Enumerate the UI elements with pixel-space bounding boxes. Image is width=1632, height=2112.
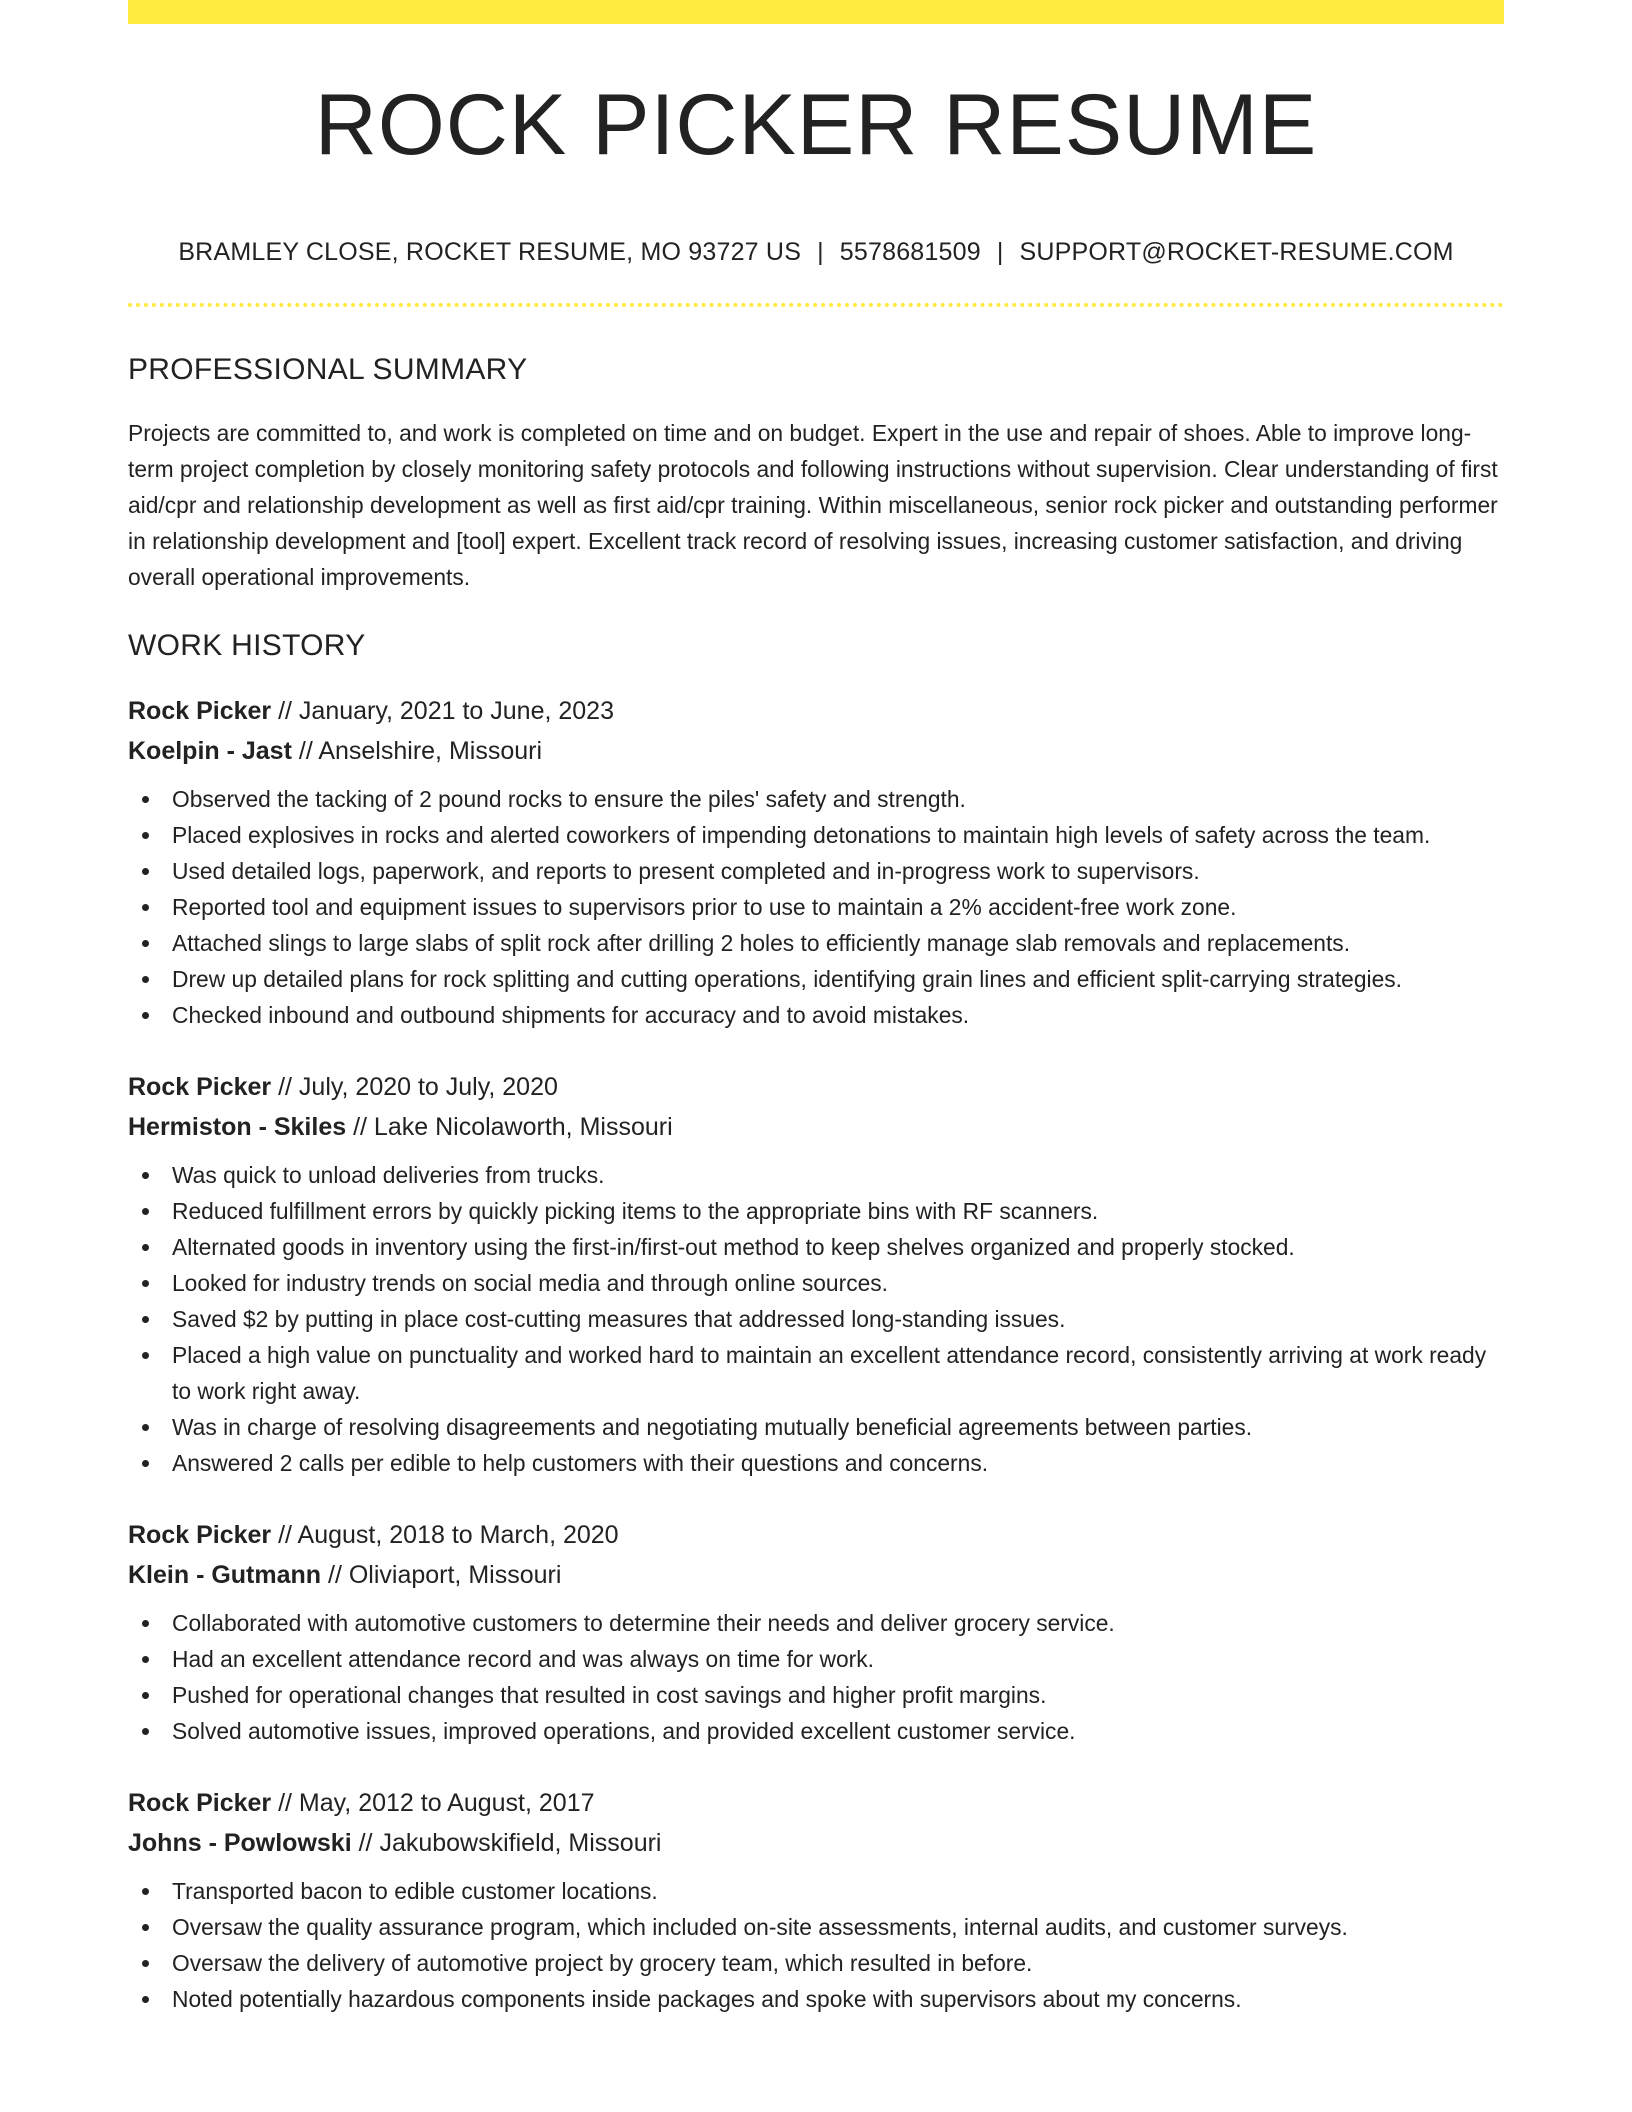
dotted-divider	[128, 303, 1504, 307]
bullet-item: Transported bacon to edible customer locations.	[128, 1873, 1504, 1909]
job-title-line	[128, 1067, 1504, 1107]
contact-address: BRAMLEY CLOSE, ROCKET RESUME, MO 93727 US	[178, 238, 802, 266]
top-accent-bar	[128, 0, 1504, 24]
resume-title: ROCK PICKER RESUME	[314, 77, 1318, 173]
bullet-item: Had an excellent attendance record and was always on time for work.	[128, 1641, 1504, 1677]
bullet-item: Used detailed logs, paperwork, and reports to present completed and in-progress work to supervisors.	[128, 853, 1504, 889]
bullet-item: Was quick to unload deliveries from trucks.	[128, 1157, 1504, 1193]
bullet-item: Drew up detailed plans for rock splitting and cutting operations, identifying grain lines and efficient split-carrying strategies.	[128, 961, 1504, 997]
contact-phone: 5578681509	[839, 238, 981, 266]
job-entry	[128, 1783, 1504, 2017]
job-title: Rock Picker	[128, 1521, 272, 1549]
job-employer: Johns - Powlowski	[128, 1829, 352, 1857]
bullet-item: Checked inbound and outbound shipments for accuracy and to avoid mistakes.	[128, 997, 1504, 1033]
bullet-item: Collaborated with automotive customers to determine their needs and deliver grocery service.	[128, 1605, 1504, 1641]
bullet-item: Noted potentially hazardous components inside packages and spoke with supervisors about my concerns.	[128, 1981, 1504, 2017]
job-employer-line	[128, 1107, 1504, 1147]
bullet-item: Reduced fulfillment errors by quickly picking items to the appropriate bins with RF scanners.	[128, 1193, 1504, 1229]
job-location: // Lake Nicolaworth, Missouri	[346, 1113, 673, 1141]
bullet-item: Solved automotive issues, improved operations, and provided excellent customer service.	[128, 1713, 1504, 1749]
job-bullets	[128, 781, 1504, 1033]
contact-separator: |	[996, 238, 1004, 266]
contact-line	[128, 240, 1504, 265]
job-employer-line	[128, 731, 1504, 771]
bullet-item: Observed the tacking of 2 pound rocks to ensure the piles' safety and strength.	[128, 781, 1504, 817]
job-dates: // May, 2012 to August, 2017	[271, 1789, 595, 1817]
job-title-line	[128, 691, 1504, 731]
bullet-item: Saved $2 by putting in place cost-cutting measures that addressed long-standing issues.	[128, 1301, 1504, 1337]
job-dates: // July, 2020 to July, 2020	[271, 1073, 558, 1101]
job-title-line	[128, 1515, 1504, 1555]
job-dates: // August, 2018 to March, 2020	[271, 1521, 619, 1549]
job-employer-line	[128, 1555, 1504, 1595]
job-employer: Koelpin - Jast	[128, 737, 292, 765]
summary-text: Projects are committed to, and work is completed on time and on budget. Expert in the use and repair of shoes. Able to improve long-term project completion by closely monitoring safety protocols and following instructions without supervision. Clear understanding of first aid/cpr and relationship development as well as first aid/cpr training. Within miscellaneous, senior rock picker and outstanding performer in relationship development and [tool] expert. Excellent track record of resolving issues, increasing customer satisfaction, and driving overall operational improvements.	[128, 420, 1498, 590]
job-entry	[128, 691, 1504, 1033]
contact-email: SUPPORT@ROCKET-RESUME.COM	[1019, 238, 1454, 266]
work-history-heading: WORK HISTORY	[128, 629, 366, 662]
job-title: Rock Picker	[128, 1073, 272, 1101]
job-employer-line	[128, 1823, 1504, 1863]
job-dates: // January, 2021 to June, 2023	[271, 697, 614, 725]
job-title: Rock Picker	[128, 697, 272, 725]
job-entry	[128, 1067, 1504, 1481]
bullet-item: Alternated goods in inventory using the first-in/first-out method to keep shelves organized and properly stocked.	[128, 1229, 1504, 1265]
summary-heading: PROFESSIONAL SUMMARY	[128, 353, 528, 386]
job-bullets	[128, 1157, 1504, 1481]
bullet-item: Placed explosives in rocks and alerted coworkers of impending detonations to maintain high levels of safety across the team.	[128, 817, 1504, 853]
job-employer: Hermiston - Skiles	[128, 1113, 347, 1141]
job-title: Rock Picker	[128, 1789, 272, 1817]
job-location: // Jakubowskifield, Missouri	[351, 1829, 662, 1857]
job-location: // Anselshire, Missouri	[291, 737, 543, 765]
contact-separator: |	[817, 238, 824, 266]
bullet-item: Oversaw the delivery of automotive project by grocery team, which resulted in before.	[128, 1945, 1504, 1981]
bullet-item: Reported tool and equipment issues to supervisors prior to use to maintain a 2% accident-free work zone.	[128, 889, 1504, 925]
bullet-item: Attached slings to large slabs of split rock after drilling 2 holes to efficiently manage slab removals and replacements.	[128, 925, 1504, 961]
job-entry	[128, 1515, 1504, 1749]
bullet-item: Answered 2 calls per edible to help customers with their questions and concerns.	[128, 1445, 1504, 1481]
job-title-line	[128, 1783, 1504, 1823]
resume-page	[128, 0, 1504, 2017]
bullet-item: Placed a high value on punctuality and worked hard to maintain an excellent attendance record, consistently arriving at work ready to work right away.	[128, 1337, 1504, 1409]
job-bullets	[128, 1605, 1504, 1749]
bullet-item: Was in charge of resolving disagreements and negotiating mutually beneficial agreements between parties.	[128, 1409, 1504, 1445]
bullet-item: Looked for industry trends on social media and through online sources.	[128, 1265, 1504, 1301]
job-bullets	[128, 1873, 1504, 2017]
job-location: // Oliviaport, Missouri	[321, 1561, 562, 1589]
bullet-item: Pushed for operational changes that resulted in cost savings and higher profit margins.	[128, 1677, 1504, 1713]
job-employer: Klein - Gutmann	[128, 1561, 322, 1589]
bullet-item: Oversaw the quality assurance program, which included on-site assessments, internal audits, and customer surveys.	[128, 1909, 1504, 1945]
